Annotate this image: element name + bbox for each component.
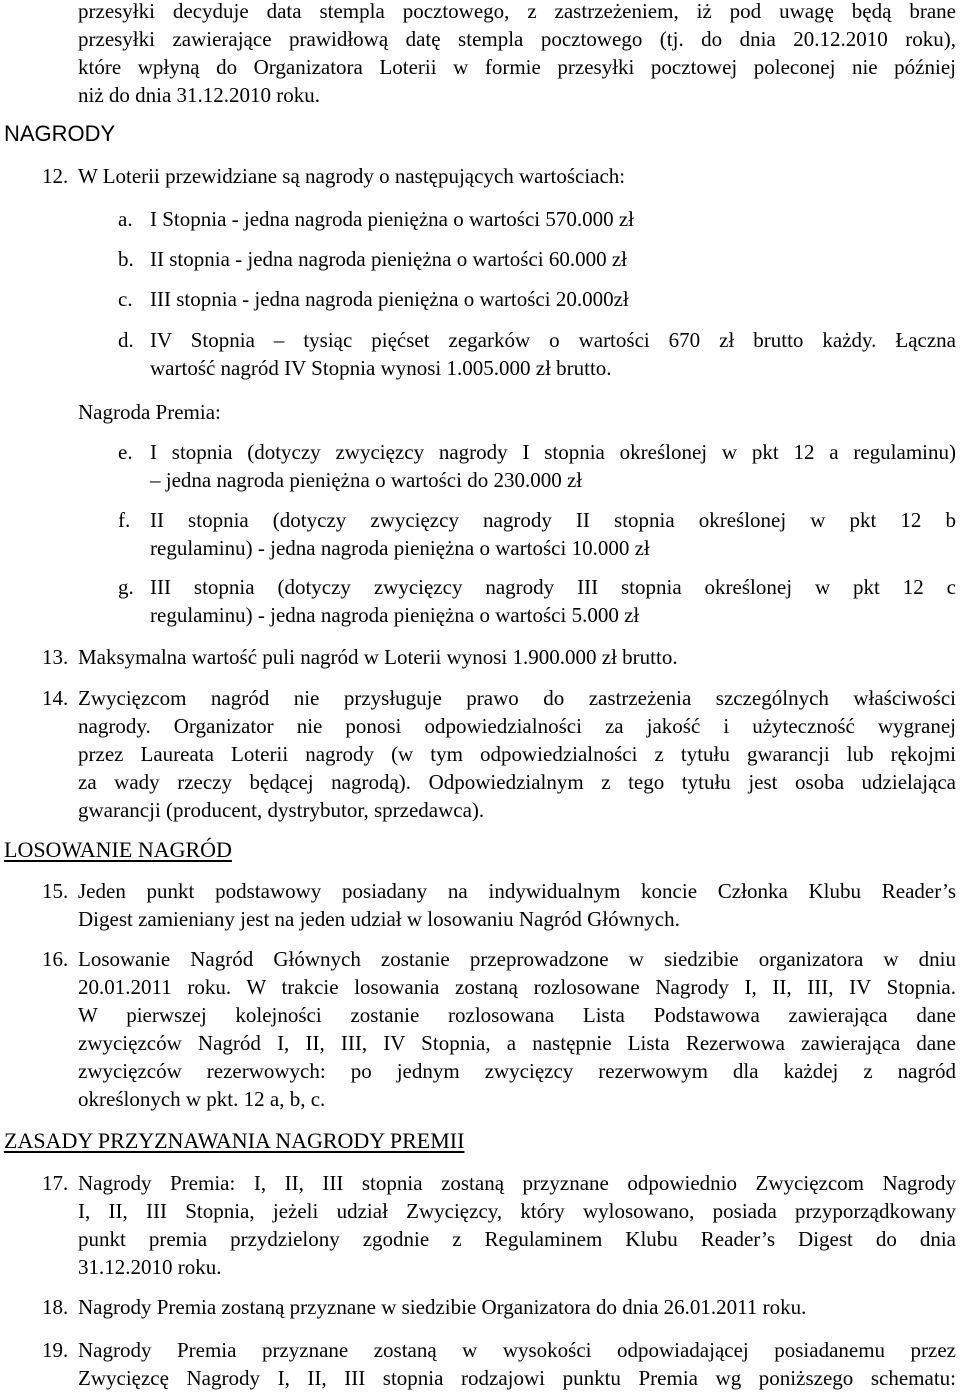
item-number: 14. (42, 686, 69, 710)
text-line: Digest zamieniany jest na jeden udział w losowaniu Nagród Głównych. (78, 907, 680, 931)
list-letter: b. (118, 247, 134, 271)
item-number: 16. (42, 947, 69, 971)
item-text (78, 1336, 956, 1392)
text-line: przez Laureata Loterii nagrody (w tym odpowiedzialności z tytułu gwarancji lub rękojmi (78, 742, 956, 766)
text-line: Jeden punkt podstawowy posiadany na indywidualnym koncie Członka Klubu Reader’s (78, 879, 956, 903)
list-letter: a. (118, 207, 133, 231)
item-number: 19. (42, 1338, 69, 1362)
list-text (150, 438, 956, 494)
text-line: zwycięzców rezerwowych: po jednym zwycięzcy rezerwowym dla każdej z nagród (78, 1059, 956, 1083)
text-line: I stopnia (dotyczy zwycięzcy nagrody I stopnia określonej w pkt 12 a regulaminu) (150, 440, 956, 464)
text-line: gwarancji (producent, dystrybutor, sprzedawca). (78, 798, 485, 822)
list-text: II stopnia - jedna nagroda pieniężna o wartości 60.000 zł (150, 247, 628, 271)
text-line: Losowanie Nagród Głównych zostanie przeprowadzone w siedzibie organizatora w dniu (78, 947, 956, 971)
item-number: 12. (42, 164, 69, 188)
list-letter: c. (118, 287, 133, 311)
list-text: I Stopnia - jedna nagroda pieniężna o wartości 570.000 zł (150, 207, 635, 231)
item-number: 15. (42, 879, 69, 903)
item-number: 18. (42, 1295, 69, 1319)
text-line: Nagrody Premia: I, II, III stopnia zostaną przyznane odpowiednio Zwycięzcom Nagrody (78, 1171, 956, 1195)
item-text: Maksymalna wartość puli nagród w Loterii wynosi 1.900.000 zł brutto. (78, 645, 678, 669)
list-text (150, 326, 956, 382)
text-line: przesyłki zawierające prawidłową datę stempla pocztowego (tj. do dnia 20.12.2010 roku), (78, 27, 956, 51)
text-line: punkt premia przydzielony zgodnie z Regulaminem Klubu Reader’s Digest do dnia (78, 1227, 956, 1251)
item-text (78, 1169, 956, 1281)
text-line: W pierwszej kolejności zostanie rozlosowana Lista Podstawowa zawierająca dane (78, 1003, 956, 1027)
text-line: nagrody. Organizator nie ponosi odpowiedzialności za jakość i użyteczność wygranej (78, 714, 956, 738)
premia-label: Nagroda Premia: (78, 400, 221, 424)
text-line: przesyłki decyduje data stempla pocztowego, z zastrzeżeniem, iż pod uwagę będą brane (78, 0, 956, 23)
text-line: III stopnia (dotyczy zwycięzcy nagrody III stopnia określonej w pkt 12 c (150, 575, 956, 599)
text-line: I, II, III Stopnia, jeżeli udział Zwycięzcy, który wylosowano, posiada przyporządkowany (78, 1199, 956, 1223)
intro-paragraph (78, 0, 956, 109)
item-text (78, 877, 956, 933)
text-line: Zwycięzcom nagród nie przysługuje prawo do zastrzeżenia szczególnych właściwości (78, 686, 956, 710)
item-text (78, 684, 956, 824)
text-line: 20.01.2011 roku. W trakcie losowania zostaną rozlosowane Nagrody I, II, III, IV Stopnia. (78, 975, 956, 999)
text-line: II stopnia (dotyczy zwycięzcy nagrody II stopnia określonej w pkt 12 b (150, 508, 956, 532)
text-line: regulaminu) - jedna nagroda pieniężna o wartości 5.000 zł (150, 603, 640, 627)
list-letter: f. (118, 508, 131, 532)
text-line: Nagrody Premia przyznane zostaną w wysokości odpowiadającej posiadanemu przez (78, 1338, 956, 1362)
text-line: wartość nagród IV Stopnia wynosi 1.005.000 zł brutto. (150, 356, 612, 380)
text-line: Zwycięzcę Nagrody I, II, III stopnia rodzajowi punktu Premia wg poniższego schematu: (78, 1366, 956, 1390)
list-letter: e. (118, 440, 133, 464)
section-heading-losowanie: LOSOWANIE NAGRÓD (4, 837, 232, 862)
list-text (150, 506, 956, 562)
text-line: IV Stopnia – tysiąc pięćset zegarków o wartości 670 zł brutto każdy. Łączna (150, 328, 956, 352)
section-heading-zasady: ZASADY PRZYZNAWANIA NAGRODY PREMII (4, 1128, 465, 1153)
list-letter: g. (118, 575, 134, 599)
item-text (78, 945, 956, 1113)
text-line: zwycięzców Nagród I, II, III, IV Stopnia, a następnie Lista Rezerwowa zawierająca dane (78, 1031, 956, 1055)
item-text: W Loterii przewidziane są nagrody o następujących wartościach: (78, 164, 626, 188)
text-line: niż do dnia 31.12.2010 roku. (78, 83, 321, 107)
item-number: 17. (42, 1171, 69, 1195)
text-line: za wady rzeczy będącej nagrodą). Odpowiedzialnym z tego tytułu jest osoba udzielająca (78, 770, 956, 794)
section-heading-nagrody: NAGRODY (4, 121, 116, 146)
item-number: 13. (42, 645, 69, 669)
text-line: które wpłyną do Organizatora Loterii w formie przesyłki pocztowej poleconej nie później (78, 55, 956, 79)
text-line: regulaminu) - jedna nagroda pieniężna o wartości 10.000 zł (150, 536, 650, 560)
text-line: 31.12.2010 roku. (78, 1255, 222, 1279)
list-text: III stopnia - jedna nagroda pieniężna o wartości 20.000zł (150, 287, 629, 311)
text-line: – jedna nagroda pieniężna o wartości do 230.000 zł (150, 468, 583, 492)
text-line: określonych w pkt. 12 a, b, c. (78, 1087, 326, 1111)
list-letter: d. (118, 328, 134, 352)
item-text: Nagrody Premia zostaną przyznane w siedzibie Organizatora do dnia 26.01.2011 roku. (78, 1295, 807, 1319)
list-text (150, 573, 956, 629)
